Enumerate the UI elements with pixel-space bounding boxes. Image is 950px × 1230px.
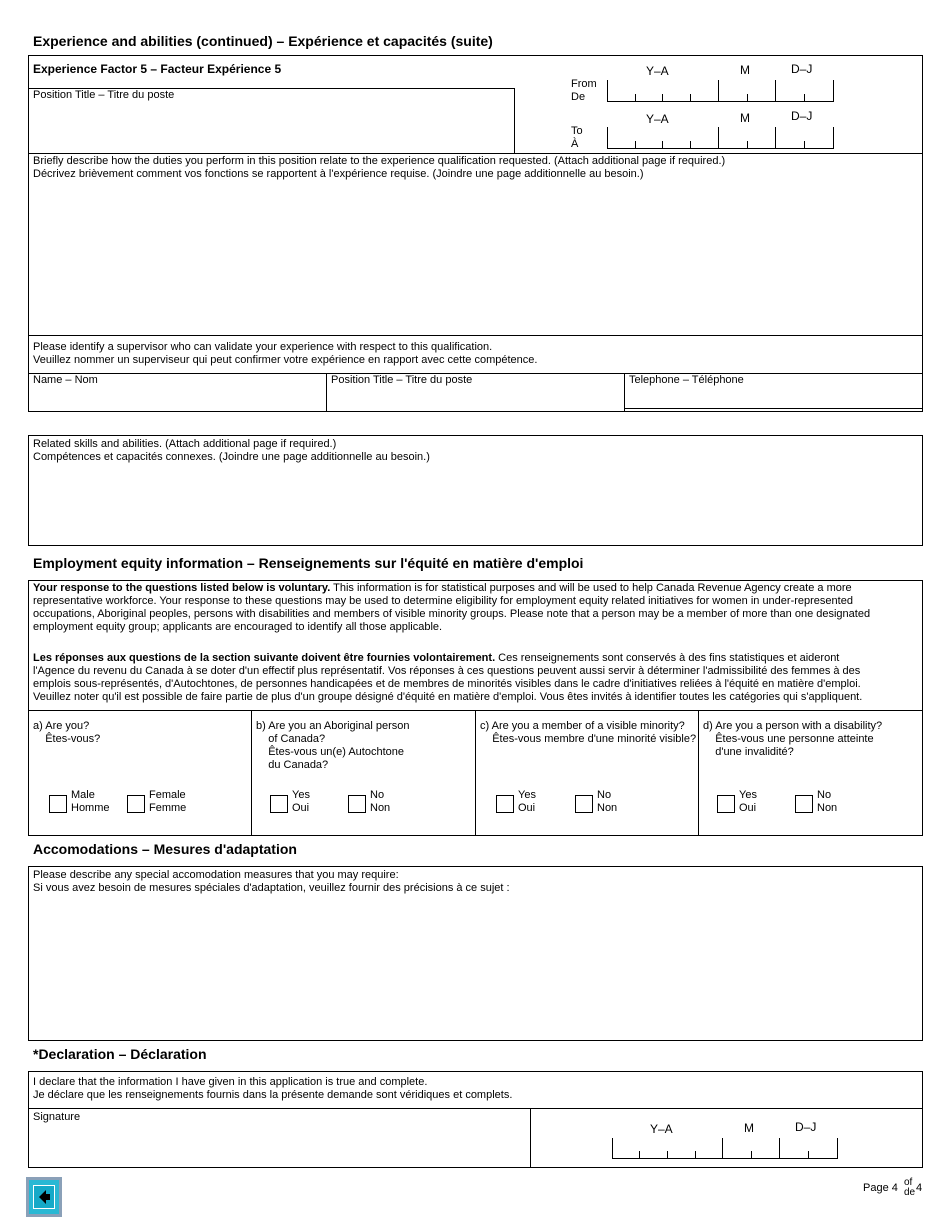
page-total: 4 [916, 1182, 923, 1194]
disability-yes-label: Yes Oui [739, 789, 757, 814]
to-day-label: D–J [791, 109, 813, 123]
from-year-label: Y–A [646, 64, 669, 78]
page-of-label: of de [904, 1177, 916, 1198]
name-label: Name – Nom [33, 374, 98, 386]
related-skills-label: Related skills and abilities. (Attach additional page if required.) Compétences et capacités connexes. (Joindre une page additionnelle au besoin.) [33, 438, 430, 463]
accommodations-heading: Accomodations – Mesures d'adaptation [33, 841, 297, 857]
signature-day-label: D–J [795, 1120, 817, 1134]
equity-notice-en: Your response to the questions listed below is voluntary. This information is for statistical purposes and will be used to help Canada Revenue Agency create a more representative workforce. Your response to these questions may be used to determine eligibility for employment equity related initiatives for women in under-represented occupations, Aboriginal peoples, persons with disabilities and members of visible minority groups. Please note that a person may be a member of more than one designated employment equity group; applicants are encouraged to identify all those applicable. [33, 582, 871, 633]
supervisor-instructions: Please identify a supervisor who can validate your experience with respect to this qualification. Veuillez nommer un superviseur qui peut confirmer votre expérience en rapport avec cette compétence. [33, 341, 538, 366]
disability-no-checkbox[interactable] [795, 795, 813, 813]
declaration-heading: *Declaration – Déclaration [33, 1046, 207, 1062]
question-c: c) Are you a member of a visible minority? Êtes-vous membre d'une minorité visible? [480, 720, 697, 745]
page-number-label: Page 4 [863, 1182, 898, 1194]
from-day-label: D–J [791, 62, 813, 76]
to-month-label: M [740, 111, 750, 125]
experience-heading: Experience and abilities (continued) – Expérience et capacités (suite) [33, 33, 493, 49]
previous-page-button[interactable] [26, 1177, 62, 1217]
factor-title: Experience Factor 5 – Facteur Expérience 5 [33, 62, 282, 76]
position-title-label: Position Title – Titre du poste [33, 89, 175, 101]
telephone-label: Telephone – Téléphone [629, 374, 744, 386]
question-d: d) Are you a person with a disability? Êtes-vous une personne atteinte d'une invalidité? [703, 720, 883, 758]
from-date-field[interactable] [607, 80, 834, 102]
declaration-text: I declare that the information I have given in this application is true and complete. Je déclare que les renseignements fournis dans la présente demande sont véridiques et complets. [33, 1076, 513, 1101]
question-a: a) Are you? Êtes-vous? [33, 720, 101, 745]
equity-notice-fr: Les réponses aux questions de la section suivante doivent être fournies volontairement. Ces renseignements sont conservés à des fins statistiques et aideront l'Agence du revenu du Canada à se doter d'un effectif plus représentatif. Vos réponses à ces questions peuvent aussi servir à déterminer l'admissibilité des femmes à des emplois sous-représentés, d'Autochtones, de personnes handicapées et de membres de minorités visibles dans le cadre d'initiatives reliées à l'équité en matière d'emploi. Veuillez noter qu'il est possible de faire partie de plus d'un groupe désigné d'équité en matière d'emploi. Vous êtes invités à identifier toutes les catégories qui s'appliquent. [33, 652, 863, 703]
male-checkbox[interactable] [49, 795, 67, 813]
back-arrow-icon [33, 1185, 55, 1209]
signature-field[interactable] [28, 1108, 530, 1167]
from-label: From De [571, 78, 597, 103]
from-month-label: M [740, 63, 750, 77]
female-label: Female Femme [149, 789, 187, 814]
aboriginal-yes-label: Yes Oui [292, 789, 310, 814]
sup-position-label: Position Title – Titre du poste [331, 374, 473, 386]
signature-label: Signature [33, 1111, 81, 1123]
signature-month-label: M [744, 1121, 754, 1135]
accommodations-instructions: Please describe any special accomodation measures that you may require: Si vous avez besoin de mesures spéciales d'adaptation, veuillez fournir des précisions à ce sujet : [33, 869, 510, 894]
to-label: To À [571, 125, 583, 150]
aboriginal-yes-checkbox[interactable] [270, 795, 288, 813]
signature-date-field[interactable] [612, 1138, 838, 1159]
female-checkbox[interactable] [127, 795, 145, 813]
minority-yes-checkbox[interactable] [496, 795, 514, 813]
male-label: Male Homme [71, 789, 110, 814]
to-year-label: Y–A [646, 112, 669, 126]
disability-no-label: No Non [817, 789, 838, 814]
aboriginal-no-label: No Non [370, 789, 391, 814]
minority-yes-label: Yes Oui [518, 789, 536, 814]
aboriginal-no-checkbox[interactable] [348, 795, 366, 813]
question-b: b) Are you an Aboriginal person of Canada? Êtes-vous un(e) Autochtone du Canada? [256, 720, 410, 771]
to-date-field[interactable] [607, 127, 834, 149]
equity-heading: Employment equity information – Renseignements sur l'équité en matière d'emploi [33, 555, 584, 571]
signature-year-label: Y–A [650, 1122, 673, 1136]
duties-instructions: Briefly describe how the duties you perform in this position relate to the experience qualification requested. (Attach additional page if required.) Décrivez brièvement comment vos fonctions se rapportent à l'expérience requise. (Joindre une page additionnelle au besoin.) [33, 155, 726, 180]
minority-no-label: No Non [597, 789, 618, 814]
disability-yes-checkbox[interactable] [717, 795, 735, 813]
minority-no-checkbox[interactable] [575, 795, 593, 813]
